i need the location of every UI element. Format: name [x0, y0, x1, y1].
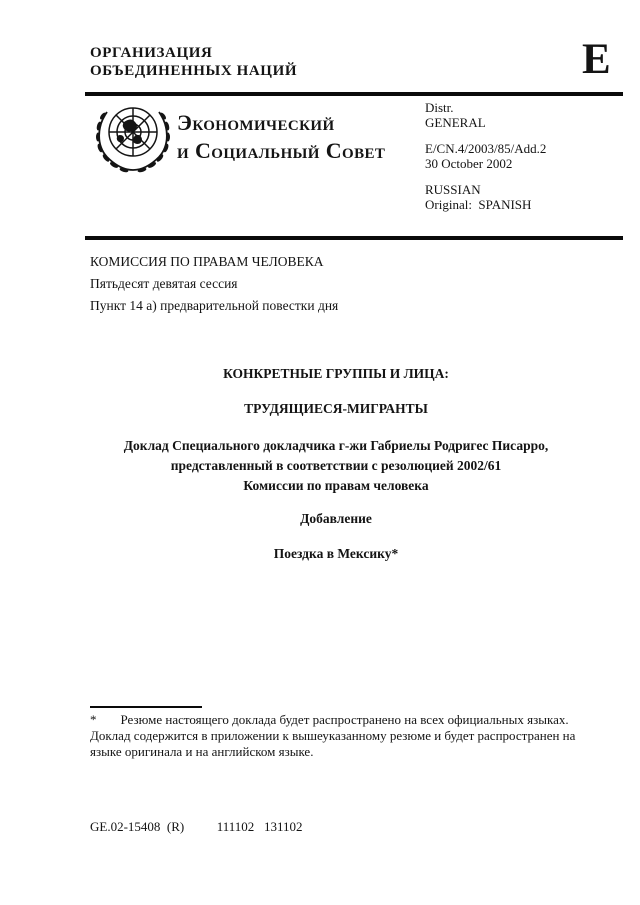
- footnote: [90, 712, 584, 759]
- header-rule-bottom: [85, 236, 623, 240]
- footnote-marker: *: [90, 712, 97, 727]
- original-language: Original: SPANISH: [425, 196, 532, 212]
- council-name: [177, 109, 385, 165]
- title-category-line2: ТРУДЯЩИЕСЯ-МИГРАНТЫ: [244, 401, 428, 416]
- org-name-line2: ОБЪЕДИНЕННЫХ НАЦИЙ: [90, 63, 298, 79]
- header-rule-top: [85, 92, 623, 96]
- commission-name: КОМИССИЯ ПО ПРАВАМ ЧЕЛОВЕКА: [90, 254, 324, 269]
- report-title-line1: Доклад Специального докладчика г-жи Габриелы Родригес Писарро,: [123, 438, 549, 453]
- document-series-letter: E: [582, 36, 611, 83]
- document-language: RUSSIAN: [425, 182, 481, 197]
- document-date: 30 October 2002: [425, 155, 513, 171]
- council-name-line2: и Социальный Совет: [177, 138, 386, 163]
- agenda-item: Пункт 14 а) предварительной повестки дня: [90, 298, 339, 313]
- report-title-line2: представленный в соответствии с резолюцией 2002/61: [170, 458, 502, 473]
- session-block: [90, 255, 338, 321]
- footnote-rule: [90, 706, 202, 708]
- document-symbol: E/CN.4/2003/85/Add.2: [425, 141, 547, 156]
- distribution-block: [425, 101, 546, 212]
- un-emblem-icon: [91, 101, 175, 182]
- org-name-line1: ОРГАНИЗАЦИЯ: [90, 45, 213, 61]
- session-number: Пятьдесят девятая сессия: [90, 276, 238, 291]
- ge-registration-line: GE.02-15408 (R) 111102 131102: [90, 819, 303, 834]
- title-category-line1: КОНКРЕТНЫЕ ГРУППЫ И ЛИЦА:: [223, 366, 449, 381]
- footnote-text: Резюме настоящего доклада будет распространено на всех официальных языках. Доклад содержится в приложении к вышеуказанному резюме и будет распространен на языке оригинала и на английском языке.: [90, 712, 576, 759]
- org-name-block: [90, 44, 297, 80]
- report-subject: Поездка в Мексику*: [273, 546, 399, 561]
- report-title-line3: Комиссии по правам человека: [243, 478, 429, 493]
- distr-label: Distr.: [425, 100, 454, 115]
- distr-type: GENERAL: [425, 114, 486, 130]
- council-name-line1: Экономический: [177, 110, 335, 135]
- addendum-label: Добавление: [300, 511, 372, 526]
